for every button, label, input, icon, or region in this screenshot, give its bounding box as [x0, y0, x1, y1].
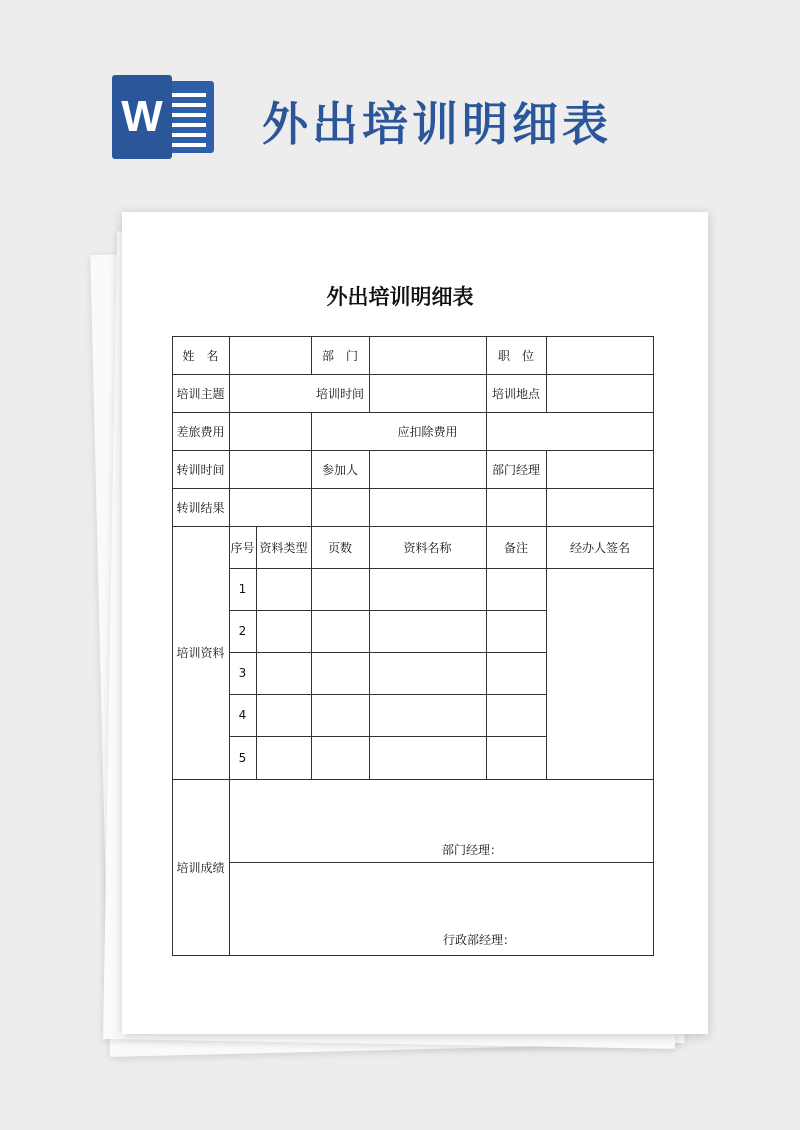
dept-manager-signature-label: 部门经理：	[442, 842, 503, 857]
results-section-label: 培训成绩	[176, 860, 225, 875]
materials-row-number: 1	[238, 582, 247, 596]
materials-section-label: 培训资料	[176, 646, 225, 660]
position-label: 职 位	[497, 348, 534, 363]
table-grid-line	[229, 736, 546, 737]
table-grid-line	[172, 374, 654, 375]
table-grid-line	[311, 488, 312, 526]
topic-label: 培训主题	[176, 386, 225, 401]
materials-header-remarks: 备注	[503, 540, 528, 555]
table-grid-line	[172, 488, 654, 489]
materials-header-signature: 经办人签名	[569, 540, 630, 555]
table-grid-line	[172, 779, 654, 780]
table-grid-line	[229, 862, 654, 863]
materials-header-index: 序号	[230, 540, 255, 555]
word-letter-icon: W	[112, 75, 172, 159]
transfer-time-label: 转训时间	[176, 462, 225, 477]
table-grid-line	[172, 336, 654, 337]
table-grid-line	[229, 568, 654, 569]
table-grid-line	[546, 450, 547, 526]
participants-label: 参加人	[321, 462, 358, 477]
training-location-label: 培训地点	[491, 386, 540, 401]
table-grid-line	[229, 652, 546, 653]
materials-row-number: 2	[238, 624, 247, 638]
materials-row-number: 4	[238, 708, 247, 722]
admin-manager-signature-label: 行政部经理：	[443, 932, 516, 947]
document-title: 外出培训明细表	[326, 285, 474, 309]
travel-cost-label: 差旅费用	[176, 424, 225, 439]
table-grid-line	[369, 336, 370, 412]
training-form-table	[172, 336, 654, 956]
name-label: 姓 名	[182, 348, 219, 363]
table-grid-line	[369, 450, 370, 526]
dept-manager-label: 部门经理	[491, 462, 540, 477]
transfer-result-label: 转训结果	[176, 500, 225, 515]
table-grid-line	[546, 336, 547, 412]
materials-header-name: 资料名称	[403, 540, 452, 555]
banner-title: 外出培训明细表	[262, 97, 612, 151]
table-grid-line	[311, 412, 312, 450]
table-grid-line	[172, 450, 654, 451]
table-grid-line	[229, 694, 546, 695]
materials-row-number: 5	[238, 750, 247, 765]
table-grid-line	[653, 336, 654, 956]
materials-header-type: 资料类型	[259, 540, 308, 555]
word-icon	[112, 75, 214, 159]
training-time-label: 培训时间	[315, 386, 364, 401]
table-grid-line	[229, 610, 546, 611]
department-label: 部 门	[321, 348, 358, 363]
banner	[0, 0, 800, 200]
deduct-cost-label: 应扣除费用	[397, 424, 458, 439]
materials-header-pages: 页数	[327, 540, 352, 555]
materials-row-number: 3	[238, 666, 247, 680]
table-grid-line	[172, 955, 654, 956]
